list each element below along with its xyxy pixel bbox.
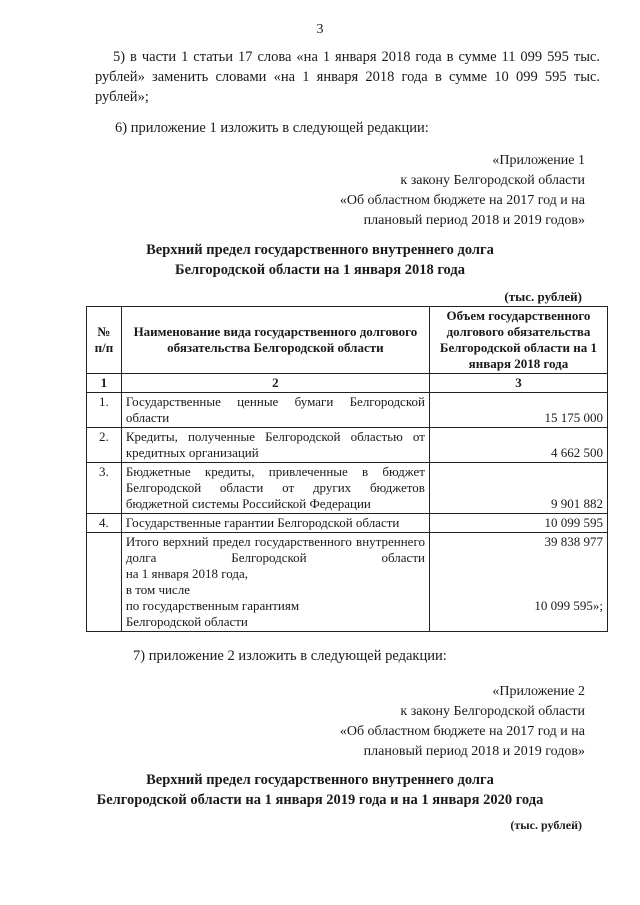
row-number: 4.: [87, 514, 122, 533]
column-number-row: [87, 374, 608, 393]
debt-table: [86, 306, 608, 632]
header-number: № п/п: [87, 307, 122, 374]
appendix-1-line-2: к закону Белгородской области: [400, 173, 585, 188]
column-number-1: 1: [87, 374, 122, 393]
units-label-1: (тыс. рублей): [504, 289, 582, 304]
row-value: 9 901 882: [429, 463, 607, 514]
row-number: 2.: [87, 428, 122, 463]
row-name: Государственные ценные бумаги Белгородской области: [121, 393, 429, 428]
guarantees-value: 10 099 595»;: [534, 598, 603, 613]
total-value: 39 838 977: [544, 534, 603, 549]
table-2-title-line-2: Белгородской области на 1 января 2019 года и на 1 января 2020 года: [96, 792, 544, 808]
table-row: [87, 428, 608, 463]
appendix-2-line-4: плановый период 2018 и 2019 годов»: [363, 744, 585, 759]
appendix-2-line-2: к закону Белгородской области: [400, 704, 585, 719]
appendix-2-line-3: «Об областном бюджете на 2017 год и на: [339, 724, 585, 739]
row-number: 1.: [87, 393, 122, 428]
table-row: [87, 463, 608, 514]
header-obligation-type: Наименование вида государственного долгового обязательства Белгородской области: [121, 307, 429, 374]
total-name-line-4: по государственным гарантиям: [125, 598, 300, 613]
row-name: Кредиты, полученные Белгородской областью от кредитных организаций: [121, 428, 429, 463]
table-1-title-line-1: Верхний предел государственного внутреннего долга: [146, 242, 494, 258]
column-number-2: 2: [121, 374, 429, 393]
column-number-3: 3: [429, 374, 607, 393]
total-name-line-2: на 1 января 2018 года,: [125, 566, 248, 581]
table-row: [87, 514, 608, 533]
item-5-text: 5) в части 1 статьи 17 слова «на 1 января 2018 года в сумме 11 099 595 тыс. рублей» заменить словами «на 1 января 2018 года в сумме 10 099 595 тыс. рублей»;: [95, 49, 600, 105]
appendix-1-line-4: плановый период 2018 и 2019 годов»: [363, 213, 585, 228]
table-total-row: [87, 533, 608, 632]
row-value: 4 662 500: [429, 428, 607, 463]
header-volume: Объем государственного долгового обязательства Белгородской области на 1 января 2018 года: [429, 307, 607, 374]
table-1-title: [0, 240, 640, 280]
appendix-1-line-1: «Приложение 1: [492, 153, 585, 168]
total-spacer: [434, 550, 603, 598]
table-2-title-line-1: Верхний предел государственного внутреннего долга: [146, 772, 494, 788]
total-name-line-3: в том числе: [125, 582, 190, 597]
total-values: [429, 533, 607, 632]
total-number: [87, 533, 122, 632]
page-number: 3: [316, 22, 324, 37]
row-number: 3.: [87, 463, 122, 514]
appendix-1-header: [265, 151, 585, 231]
units-label-2: (тыс. рублей): [510, 818, 582, 832]
row-value: 10 099 595: [429, 514, 607, 533]
total-name: [121, 533, 429, 632]
appendix-2-header: [265, 682, 585, 762]
row-name: Бюджетные кредиты, привлеченные в бюджет Белгородской области от других бюджетов бюджетной системы Российской Федерации: [121, 463, 429, 514]
item-7-text: 7) приложение 2 изложить в следующей редакции:: [133, 648, 447, 664]
table-row: [87, 393, 608, 428]
appendix-2-line-1: «Приложение 2: [492, 684, 585, 699]
table-2-title: [0, 770, 640, 810]
table-header-row: [87, 307, 608, 374]
item-6-text: 6) приложение 1 изложить в следующей редакции:: [115, 120, 429, 136]
total-name-line-1: Итого верхний предел государственного внутреннего долга Белгородской области: [125, 534, 425, 565]
row-name: Государственные гарантии Белгородской области: [121, 514, 429, 533]
total-name-line-5: Белгородской области: [125, 614, 248, 629]
row-value: 15 175 000: [429, 393, 607, 428]
appendix-1-line-3: «Об областном бюджете на 2017 год и на: [339, 193, 585, 208]
table-1-title-line-2: Белгородской области на 1 января 2018 года: [175, 262, 465, 278]
